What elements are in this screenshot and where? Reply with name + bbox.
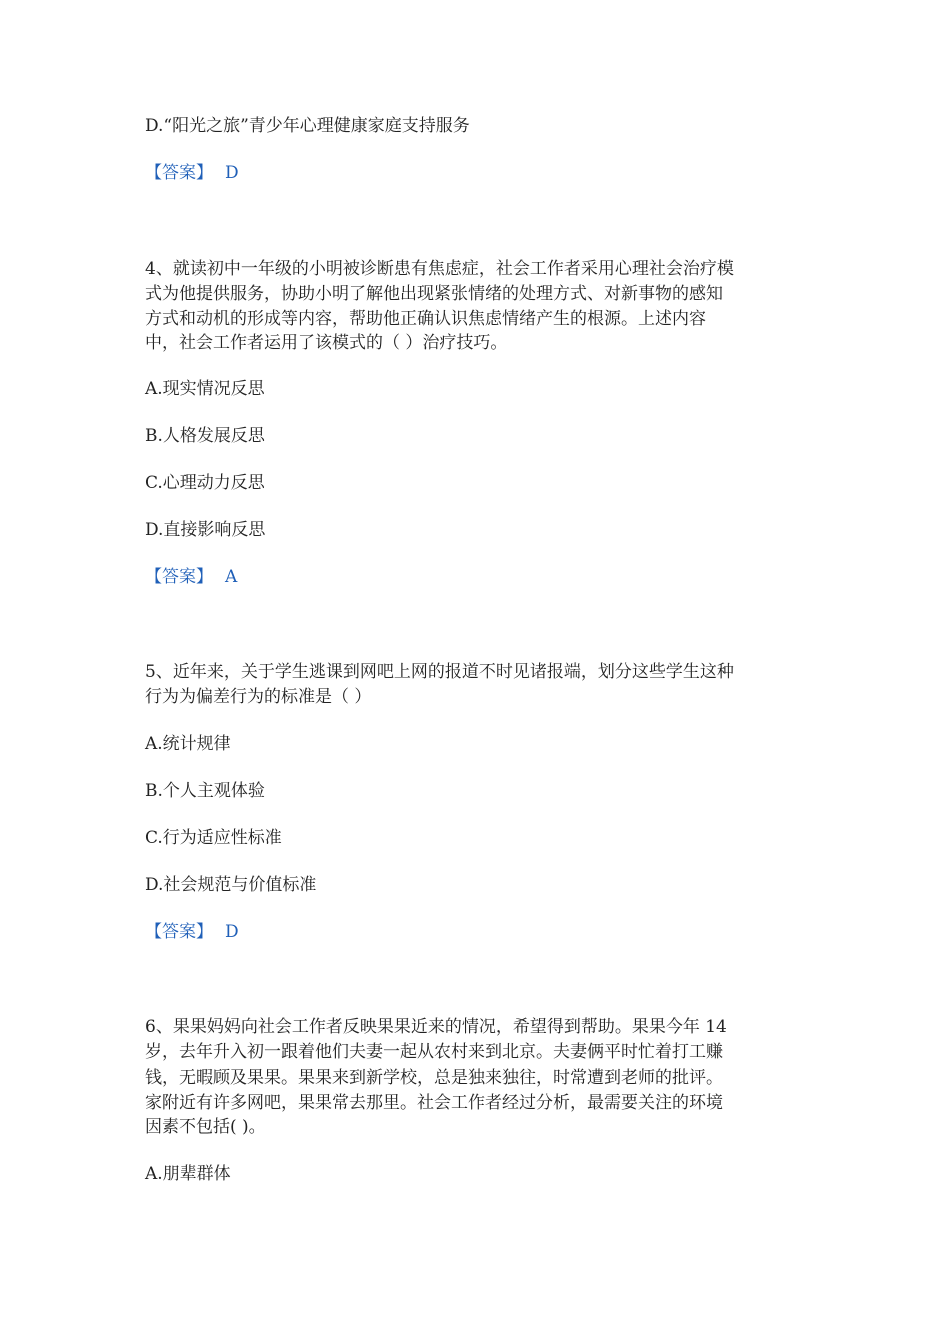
q6-stem-line-1: 6、果果妈妈向社会工作者反映果果近来的情况，希望得到帮助。果果今年 14 xyxy=(145,1017,727,1037)
q5-option-b: B.个人主观体验 xyxy=(145,781,265,801)
q4-stem-line-1: 4、就读初中一年级的小明被诊断患有焦虑症，社会工作者采用心理社会治疗模 xyxy=(145,259,734,279)
answer-label: 【答案】 xyxy=(145,567,213,587)
q4-stem-line-3: 方式和动机的形成等内容，帮助他正确认识焦虑情绪产生的根源。上述内容 xyxy=(145,309,706,329)
answer-label: 【答案】 xyxy=(145,922,213,942)
q5-option-d: D.社会规范与价值标准 xyxy=(145,875,317,895)
q6-stem-line-4: 家附近有许多网吧，果果常去那里。社会工作者经过分析，最需要关注的环境 xyxy=(145,1093,723,1113)
q4-option-b: B.人格发展反思 xyxy=(145,426,265,446)
q5-stem-line-1: 5、近年来，关于学生逃课到网吧上网的报道不时见诸报端，划分这些学生这种 xyxy=(145,662,734,682)
q4-stem-line-4: 中，社会工作者运用了该模式的（ ）治疗技巧。 xyxy=(145,333,508,353)
q5-option-c: C.行为适应性标准 xyxy=(145,828,282,848)
q5-option-a: A.统计规律 xyxy=(145,734,231,754)
answer-value: D xyxy=(225,922,239,942)
q4-option-a: A.现实情况反思 xyxy=(145,379,265,399)
q4-option-c: C.心理动力反思 xyxy=(145,473,265,493)
q4-option-d: D.直接影响反思 xyxy=(145,520,266,540)
q5-answer xyxy=(145,921,239,943)
q6-stem-line-2: 岁，去年升入初一跟着他们夫妻一起从农村来到北京。夫妻俩平时忙着打工赚 xyxy=(145,1042,723,1062)
q5-stem-line-2: 行为为偏差行为的标准是（ ） xyxy=(145,687,372,707)
q3-answer xyxy=(145,162,239,184)
q6-option-a: A.朋辈群体 xyxy=(145,1164,231,1184)
q4-stem-line-2: 式为他提供服务，协助小明了解他出现紧张情绪的处理方式、对新事物的感知 xyxy=(145,284,723,304)
answer-value: D xyxy=(225,163,239,183)
answer-value: A xyxy=(225,567,238,587)
answer-label: 【答案】 xyxy=(145,163,213,183)
q3-option-d: D.“阳光之旅”青少年心理健康家庭支持服务 xyxy=(145,116,470,136)
q4-answer xyxy=(145,566,237,588)
q6-stem-line-5: 因素不包括( )。 xyxy=(145,1117,266,1137)
q6-stem-line-3: 钱，无暇顾及果果。果果来到新学校，总是独来独往，时常遭到老师的批评。 xyxy=(145,1068,723,1088)
